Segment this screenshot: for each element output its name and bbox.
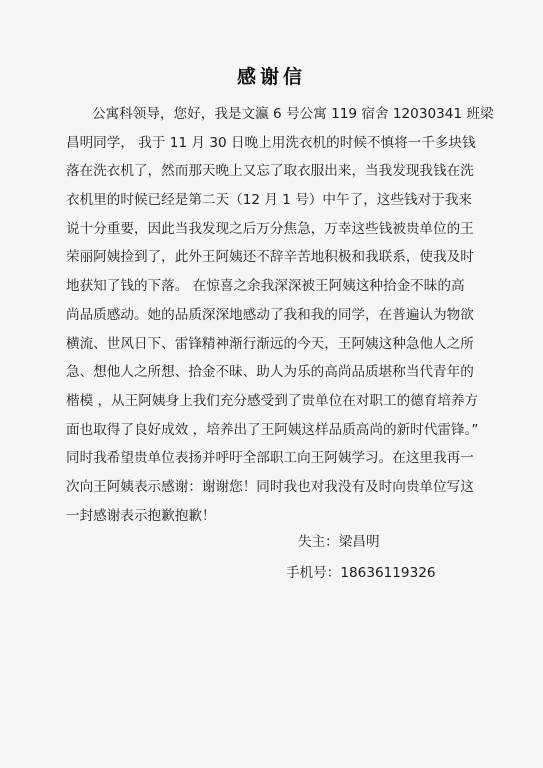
body-line: 面也取得了良好成效 ，培养出了王阿姨这样品质高尚的新时代雷锋。”: [66, 421, 479, 438]
letter-title: 感谢信: [236, 66, 306, 88]
body-line: 尚品质感动。她的品质深深地感动了我和我的同学，在普遍认为物欲: [66, 306, 474, 323]
body-line: 说十分重要，因此当我发现之后万分焦急，万幸这些钱被贵单位的王: [66, 220, 474, 237]
letter-body: [66, 100, 494, 530]
phone-number: 手机号：18636119326: [286, 565, 436, 581]
body-line: 一封感谢表示抱歉抱歉！: [66, 507, 216, 524]
signature: 失主：梁昌明: [298, 534, 380, 550]
body-line: 落在洗衣机了，然而那天晚上又忘了取衣服出来，当我发现我钱在洗: [66, 163, 474, 180]
body-line: 急、想他人之所想、拾金不昧、助人为乐的高尚品质堪称当代青年的: [66, 364, 474, 381]
body-line: 楷模 ，从王阿姨身上我们充分感受到了贵单位在对职工的德育培养方: [66, 392, 479, 409]
body-line: 次向王阿姨表示感谢：谢谢您！同时我也对我没有及时向贵单位写这: [66, 478, 474, 495]
body-line: 同时我希望贵单位表扬并呼吁全部职工向王阿姨学习。在这里我再一: [66, 450, 474, 467]
body-line: 衣机里的时候已经是第二天（12 月 1 号）中午了，这些钱对于我来: [66, 192, 472, 209]
body-line: 横流、世风日下、雷锋精神渐行渐远的今天，王阿姨这种急他人之所: [66, 335, 474, 352]
body-line: 昌明同学， 我于 11 月 30 日晚上用洗衣机的时候不慎将一千多块钱: [66, 134, 476, 151]
body-line: 荣丽阿姨捡到了，此外王阿姨还不辞辛苦地积极和我联系，使我及时: [66, 249, 474, 266]
body-line: 地获知了钱的下落。 在惊喜之余我深深被王阿姨这种拾金不昧的高: [66, 278, 465, 295]
body-line: 公寓科领导，您好，我是文瀛 6 号公寓 119 宿舍 12030341 班梁: [92, 106, 494, 122]
